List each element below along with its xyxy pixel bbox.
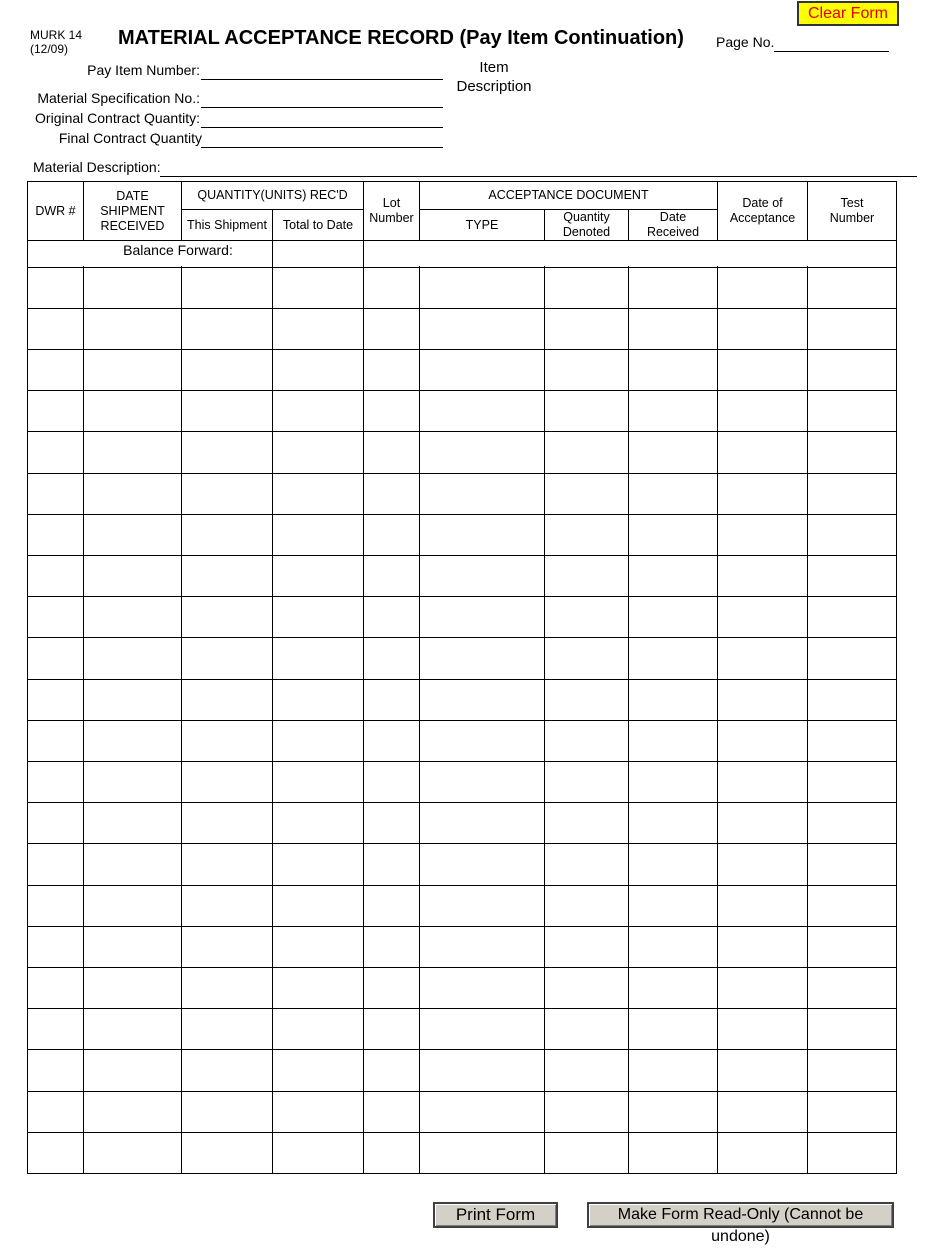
cell-total-to-date[interactable] (274, 1092, 364, 1132)
cell-quantity-denoted[interactable] (546, 268, 629, 308)
cell-type[interactable] (421, 432, 545, 473)
cell-quantity-denoted[interactable] (546, 597, 629, 637)
cell-date-received[interactable] (630, 350, 718, 390)
cell-date-shipment[interactable] (85, 474, 182, 514)
cell-quantity-denoted[interactable] (546, 886, 629, 926)
cell-lot-number[interactable] (365, 886, 420, 926)
col-header-date-shipment-line2: SHIPMENT (100, 203, 165, 218)
col-header-test-line2: Number (829, 211, 875, 225)
cell-total-to-date[interactable] (274, 391, 364, 431)
cell-this-shipment[interactable] (183, 1092, 273, 1132)
cell-total-to-date[interactable] (274, 638, 364, 679)
col-group-acceptance-document: ACCEPTANCE DOCUMENT (488, 188, 649, 202)
cell-dwr[interactable] (29, 515, 84, 555)
cell-type[interactable] (421, 803, 545, 843)
cell-lot-number[interactable] (365, 474, 420, 514)
cell-test-number[interactable] (809, 927, 897, 967)
cell-type[interactable] (421, 886, 545, 926)
cell-type[interactable] (421, 1133, 545, 1173)
col-header-test-line1: Test (840, 196, 864, 210)
cell-dwr[interactable] (29, 886, 84, 926)
cell-test-number[interactable] (809, 638, 897, 679)
cell-test-number[interactable] (809, 680, 897, 720)
cell-test-number[interactable] (809, 597, 897, 637)
cell-quantity-denoted[interactable] (546, 803, 629, 843)
cell-date-shipment[interactable] (85, 391, 182, 431)
cell-date-shipment[interactable] (85, 844, 182, 885)
cell-date-of-acceptance[interactable] (719, 844, 808, 885)
cell-total-to-date[interactable] (274, 721, 364, 761)
cell-type[interactable] (421, 391, 545, 431)
cell-dwr[interactable] (29, 474, 84, 514)
cell-date-shipment[interactable] (85, 927, 182, 967)
col-header-qty-denoted-line1: Quantity (563, 210, 610, 224)
cell-date-of-acceptance[interactable] (719, 350, 808, 390)
cell-type[interactable] (421, 309, 545, 349)
cell-date-received[interactable] (630, 844, 718, 885)
cell-quantity-denoted[interactable] (546, 432, 629, 473)
col-header-lot-number (364, 182, 419, 240)
cell-total-to-date[interactable] (274, 844, 364, 885)
cell-lot-number[interactable] (365, 1133, 420, 1173)
cell-date-of-acceptance[interactable] (719, 968, 808, 1008)
cell-date-received[interactable] (630, 1050, 718, 1091)
cell-this-shipment[interactable] (183, 721, 273, 761)
cell-test-number[interactable] (809, 556, 897, 596)
cell-quantity-denoted[interactable] (546, 927, 629, 967)
col-header-date-received-line1: Date (659, 210, 687, 224)
cell-this-shipment[interactable] (183, 556, 273, 596)
col-header-lot-line1: Lot (382, 196, 401, 210)
col-header-date-shipment (84, 182, 181, 240)
cell-date-shipment[interactable] (85, 803, 182, 843)
cell-test-number[interactable] (809, 762, 897, 802)
cell-this-shipment[interactable] (183, 968, 273, 1008)
cell-lot-number[interactable] (365, 721, 420, 761)
cell-dwr[interactable] (29, 597, 84, 637)
cell-lot-number[interactable] (365, 844, 420, 885)
form-code-date: (12/09) (30, 42, 69, 56)
cell-date-of-acceptance[interactable] (719, 886, 808, 926)
cell-type[interactable] (421, 597, 545, 637)
cell-this-shipment[interactable] (183, 844, 273, 885)
cell-this-shipment[interactable] (183, 680, 273, 720)
cell-lot-number[interactable] (365, 927, 420, 967)
col-header-date-received-line2: Received (646, 225, 700, 239)
cell-date-of-acceptance[interactable] (719, 1050, 808, 1091)
cell-type[interactable] (421, 350, 545, 390)
cell-lot-number[interactable] (365, 1009, 420, 1049)
cell-date-of-acceptance[interactable] (719, 638, 808, 679)
item-description-label-line1: Item (479, 59, 509, 76)
cell-date-shipment[interactable] (85, 968, 182, 1008)
cell-dwr[interactable] (29, 1133, 84, 1173)
cell-test-number[interactable] (809, 268, 897, 308)
cell-dwr[interactable] (29, 803, 84, 843)
cell-date-received[interactable] (630, 927, 718, 967)
cell-dwr[interactable] (29, 844, 84, 885)
cell-type[interactable] (421, 968, 545, 1008)
cell-this-shipment[interactable] (183, 803, 273, 843)
cell-lot-number[interactable] (365, 597, 420, 637)
col-header-date-shipment-line3: RECEIVED (100, 218, 165, 233)
cell-quantity-denoted[interactable] (546, 638, 629, 679)
col-header-total-to-date: Total to Date (282, 217, 354, 232)
cell-date-received[interactable] (630, 309, 718, 349)
cell-test-number[interactable] (809, 721, 897, 761)
cell-dwr[interactable] (29, 1009, 84, 1049)
cell-lot-number[interactable] (365, 432, 420, 473)
cell-date-shipment[interactable] (85, 1009, 182, 1049)
cell-date-received[interactable] (630, 1133, 718, 1173)
cell-lot-number[interactable] (365, 680, 420, 720)
cell-date-received[interactable] (630, 638, 718, 679)
cell-this-shipment[interactable] (183, 1050, 273, 1091)
cell-test-number[interactable] (809, 844, 897, 885)
cell-lot-number[interactable] (365, 309, 420, 349)
cell-date-of-acceptance[interactable] (719, 474, 808, 514)
cell-date-shipment[interactable] (85, 432, 182, 473)
cell-this-shipment[interactable] (183, 391, 273, 431)
cell-this-shipment[interactable] (183, 432, 273, 473)
cell-date-shipment[interactable] (85, 638, 182, 679)
cell-type[interactable] (421, 1050, 545, 1091)
cell-lot-number[interactable] (365, 803, 420, 843)
cell-dwr[interactable] (29, 762, 84, 802)
cell-date-shipment[interactable] (85, 1133, 182, 1173)
cell-date-shipment[interactable] (85, 597, 182, 637)
col-header-date-acceptance-line1: Date of (742, 196, 783, 210)
cell-quantity-denoted[interactable] (546, 309, 629, 349)
make-read-only-button[interactable]: Make Form Read-Only (Cannot be undone) (587, 1202, 894, 1228)
cell-test-number[interactable] (809, 803, 897, 843)
cell-lot-number[interactable] (365, 968, 420, 1008)
cell-date-of-acceptance[interactable] (719, 1092, 808, 1132)
cell-date-of-acceptance[interactable] (719, 432, 808, 473)
cell-test-number[interactable] (809, 350, 897, 390)
cell-date-received[interactable] (630, 432, 718, 473)
cell-dwr[interactable] (29, 1092, 84, 1132)
cell-this-shipment[interactable] (183, 927, 273, 967)
cell-date-of-acceptance[interactable] (719, 762, 808, 802)
cell-date-shipment[interactable] (85, 886, 182, 926)
cell-total-to-date[interactable] (274, 968, 364, 1008)
cell-quantity-denoted[interactable] (546, 556, 629, 596)
cell-date-of-acceptance[interactable] (719, 721, 808, 761)
pay-item-number-label: Pay Item Number: (87, 62, 200, 78)
cell-date-shipment[interactable] (85, 1092, 182, 1132)
cell-type[interactable] (421, 762, 545, 802)
cell-test-number[interactable] (809, 1009, 897, 1049)
cell-type[interactable] (421, 638, 545, 679)
cell-test-number[interactable] (809, 1050, 897, 1091)
cell-type[interactable] (421, 1092, 545, 1132)
cell-date-of-acceptance[interactable] (719, 927, 808, 967)
cell-date-received[interactable] (630, 968, 718, 1008)
cell-total-to-date[interactable] (274, 803, 364, 843)
cell-date-of-acceptance[interactable] (719, 1133, 808, 1173)
cell-lot-number[interactable] (365, 350, 420, 390)
cell-total-to-date[interactable] (274, 1133, 364, 1173)
cell-date-of-acceptance[interactable] (719, 556, 808, 596)
cell-quantity-denoted[interactable] (546, 474, 629, 514)
cell-date-received[interactable] (630, 1009, 718, 1049)
cell-dwr[interactable] (29, 638, 84, 679)
cell-date-received[interactable] (630, 762, 718, 802)
col-header-test-number (808, 182, 896, 240)
cell-date-received[interactable] (630, 474, 718, 514)
cell-type[interactable] (421, 927, 545, 967)
cell-date-shipment[interactable] (85, 1050, 182, 1091)
cell-date-received[interactable] (630, 680, 718, 720)
cell-total-to-date[interactable] (274, 350, 364, 390)
cell-date-received[interactable] (630, 803, 718, 843)
cell-quantity-denoted[interactable] (546, 844, 629, 885)
cell-this-shipment[interactable] (183, 474, 273, 514)
cell-test-number[interactable] (809, 432, 897, 473)
cell-date-shipment[interactable] (85, 515, 182, 555)
cell-date-of-acceptance[interactable] (719, 309, 808, 349)
cell-quantity-denoted[interactable] (546, 350, 629, 390)
cell-quantity-denoted[interactable] (546, 1050, 629, 1091)
page-no-label: Page No. (716, 34, 775, 50)
cell-this-shipment[interactable] (183, 268, 273, 308)
cell-dwr[interactable] (29, 556, 84, 596)
original-contract-qty-label: Original Contract Quantity: (35, 110, 200, 126)
cell-this-shipment[interactable] (183, 515, 273, 555)
cell-date-shipment[interactable] (85, 268, 182, 308)
cell-date-of-acceptance[interactable] (719, 803, 808, 843)
cell-date-of-acceptance[interactable] (719, 597, 808, 637)
cell-this-shipment[interactable] (183, 597, 273, 637)
cell-date-received[interactable] (630, 268, 718, 308)
cell-test-number[interactable] (809, 1092, 897, 1132)
cell-date-shipment[interactable] (85, 350, 182, 390)
cell-date-shipment[interactable] (85, 762, 182, 802)
col-header-lot-line2: Number (369, 211, 414, 225)
clear-form-button[interactable]: Clear Form (797, 1, 899, 26)
cell-date-received[interactable] (630, 597, 718, 637)
col-header-date-received (629, 210, 717, 240)
cell-total-to-date[interactable] (274, 474, 364, 514)
print-form-button[interactable]: Print Form (433, 1202, 558, 1228)
cell-date-of-acceptance[interactable] (719, 268, 808, 308)
col-header-date-acceptance-line2: Acceptance (729, 211, 796, 225)
cell-type[interactable] (421, 268, 545, 308)
balance-forward-field[interactable] (273, 241, 363, 265)
cell-total-to-date[interactable] (274, 309, 364, 349)
cell-type[interactable] (421, 474, 545, 514)
cell-lot-number[interactable] (365, 556, 420, 596)
cell-quantity-denoted[interactable] (546, 1009, 629, 1049)
cell-quantity-denoted[interactable] (546, 1133, 629, 1173)
cell-type[interactable] (421, 556, 545, 596)
cell-date-received[interactable] (630, 515, 718, 555)
cell-dwr[interactable] (29, 721, 84, 761)
cell-test-number[interactable] (809, 886, 897, 926)
cell-quantity-denoted[interactable] (546, 1092, 629, 1132)
cell-total-to-date[interactable] (274, 515, 364, 555)
cell-date-of-acceptance[interactable] (719, 391, 808, 431)
cell-dwr[interactable] (29, 927, 84, 967)
cell-dwr[interactable] (29, 680, 84, 720)
cell-type[interactable] (421, 680, 545, 720)
cell-dwr[interactable] (29, 968, 84, 1008)
cell-date-shipment[interactable] (85, 721, 182, 761)
cell-date-shipment[interactable] (85, 556, 182, 596)
cell-this-shipment[interactable] (183, 762, 273, 802)
col-header-date-of-acceptance (718, 182, 807, 240)
cell-this-shipment[interactable] (183, 1133, 273, 1173)
cell-total-to-date[interactable] (274, 886, 364, 926)
cell-test-number[interactable] (809, 309, 897, 349)
cell-date-received[interactable] (630, 1092, 718, 1132)
cell-dwr[interactable] (29, 350, 84, 390)
cell-lot-number[interactable] (365, 762, 420, 802)
cell-quantity-denoted[interactable] (546, 391, 629, 431)
cell-date-shipment[interactable] (85, 680, 182, 720)
cell-this-shipment[interactable] (183, 886, 273, 926)
cell-date-received[interactable] (630, 556, 718, 596)
material-description-label: Material Description: (33, 159, 161, 175)
cell-dwr[interactable] (29, 1050, 84, 1091)
cell-test-number[interactable] (809, 515, 897, 555)
cell-total-to-date[interactable] (274, 268, 364, 308)
cell-dwr[interactable] (29, 309, 84, 349)
cell-this-shipment[interactable] (183, 350, 273, 390)
cell-lot-number[interactable] (365, 1050, 420, 1091)
cell-total-to-date[interactable] (274, 680, 364, 720)
material-spec-label: Material Specification No.: (37, 90, 200, 106)
cell-dwr[interactable] (29, 432, 84, 473)
cell-quantity-denoted[interactable] (546, 680, 629, 720)
cell-lot-number[interactable] (365, 268, 420, 308)
col-header-qty-denoted-line2: Denoted (562, 225, 611, 239)
balance-forward-label: Balance Forward: (123, 242, 233, 258)
cell-this-shipment[interactable] (183, 638, 273, 679)
cell-quantity-denoted[interactable] (546, 968, 629, 1008)
cell-test-number[interactable] (809, 968, 897, 1008)
cell-this-shipment[interactable] (183, 1009, 273, 1049)
item-description-label-line2: Description (456, 78, 532, 95)
cell-date-of-acceptance[interactable] (719, 1009, 808, 1049)
cell-total-to-date[interactable] (274, 1009, 364, 1049)
cell-lot-number[interactable] (365, 638, 420, 679)
cell-quantity-denoted[interactable] (546, 762, 629, 802)
cell-type[interactable] (421, 844, 545, 885)
cell-total-to-date[interactable] (274, 1050, 364, 1091)
col-group-quantity: QUANTITY(UNITS) REC'D (197, 188, 348, 202)
cell-total-to-date[interactable] (274, 432, 364, 473)
col-header-this-shipment: This Shipment (187, 217, 267, 232)
col-header-quantity-denoted (545, 210, 628, 240)
cell-test-number[interactable] (809, 474, 897, 514)
col-header-dwr: DWR # (35, 203, 76, 218)
cell-date-received[interactable] (630, 391, 718, 431)
cell-date-received[interactable] (630, 886, 718, 926)
cell-dwr[interactable] (29, 268, 84, 308)
cell-test-number[interactable] (809, 391, 897, 431)
cell-date-received[interactable] (630, 721, 718, 761)
cell-quantity-denoted[interactable] (546, 515, 629, 555)
form-code-number: MURK 14 (30, 28, 83, 42)
cell-quantity-denoted[interactable] (546, 721, 629, 761)
cell-date-of-acceptance[interactable] (719, 680, 808, 720)
page-title: MATERIAL ACCEPTANCE RECORD (Pay Item Continuation) (118, 27, 684, 49)
cell-lot-number[interactable] (365, 1092, 420, 1132)
cell-total-to-date[interactable] (274, 597, 364, 637)
cell-total-to-date[interactable] (274, 927, 364, 967)
cell-total-to-date[interactable] (274, 556, 364, 596)
final-contract-qty-label: Final Contract Quantity (58, 130, 202, 146)
cell-this-shipment[interactable] (183, 309, 273, 349)
cell-type[interactable] (421, 721, 545, 761)
cell-type[interactable] (421, 1009, 545, 1049)
cell-lot-number[interactable] (365, 515, 420, 555)
col-header-date-shipment-line1: DATE (116, 188, 149, 203)
cell-date-of-acceptance[interactable] (719, 515, 808, 555)
cell-total-to-date[interactable] (274, 762, 364, 802)
cell-dwr[interactable] (29, 391, 84, 431)
cell-date-shipment[interactable] (85, 309, 182, 349)
cell-type[interactable] (421, 515, 545, 555)
cell-test-number[interactable] (809, 1133, 897, 1173)
cell-lot-number[interactable] (365, 391, 420, 431)
col-header-type: TYPE (465, 217, 499, 232)
